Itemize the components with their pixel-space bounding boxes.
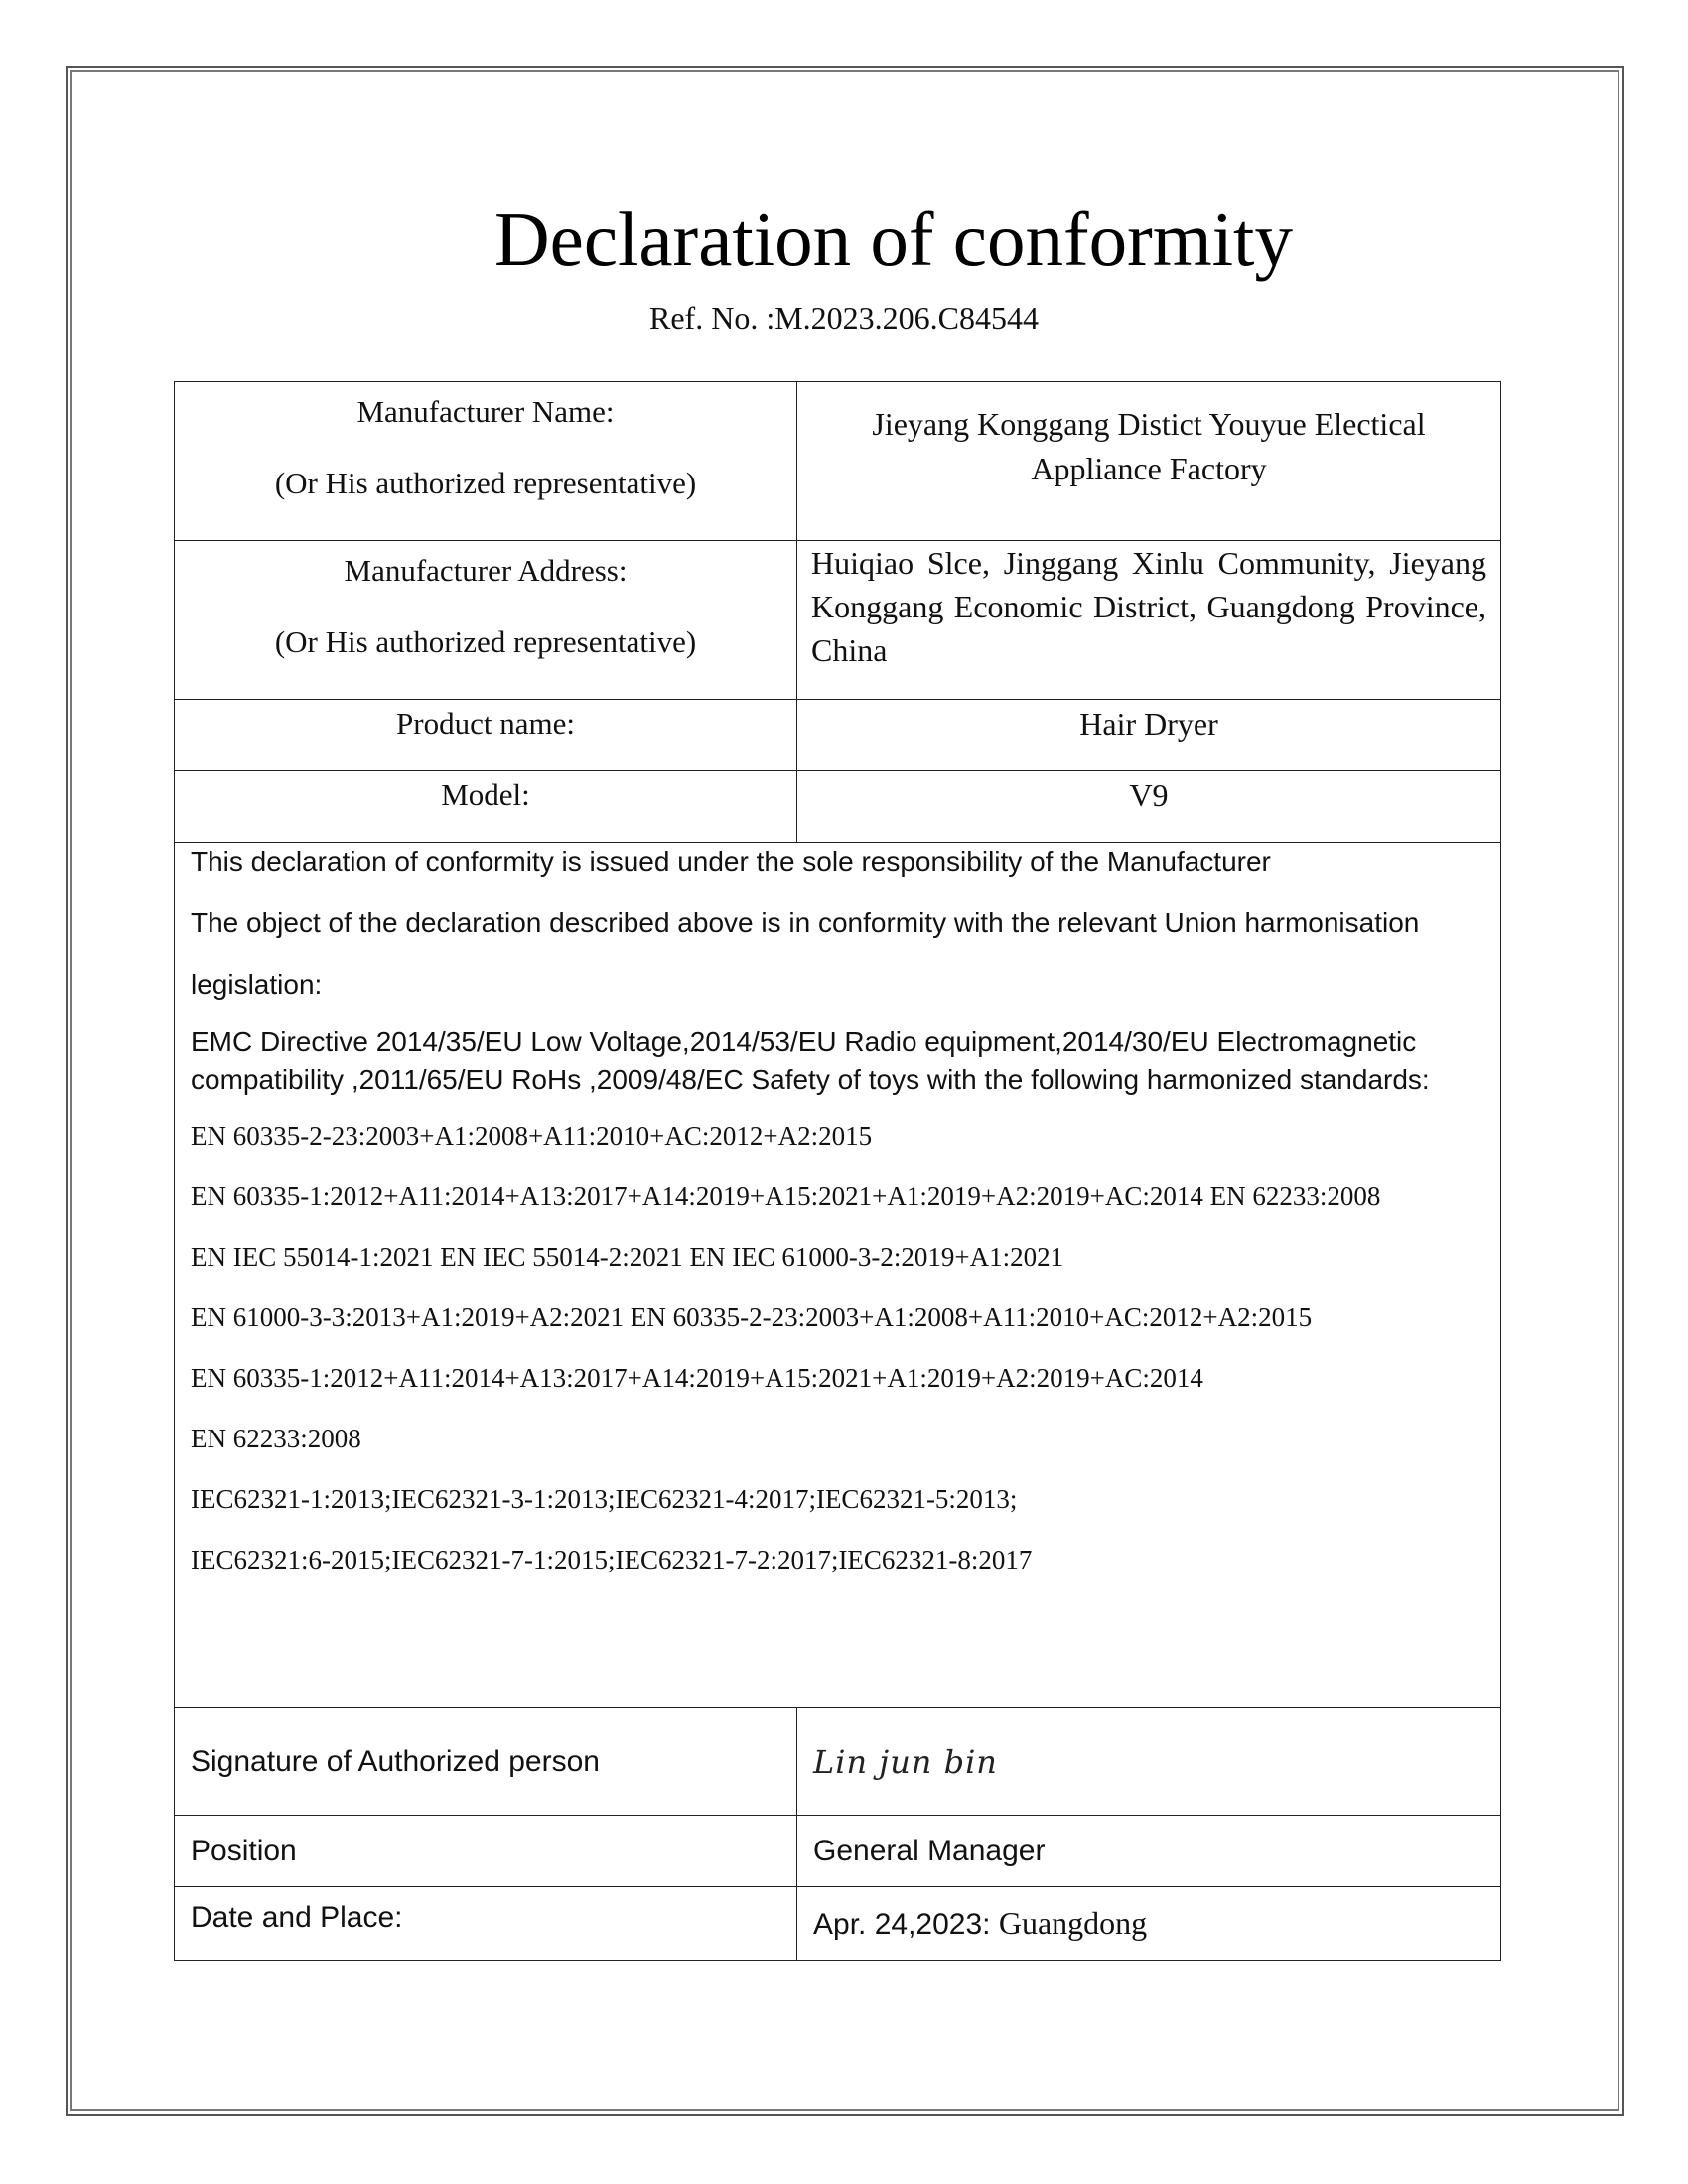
date-place-label: Date and Place: — [175, 1887, 797, 1961]
standard-item: EN 60335-1:2012+A11:2014+A13:2017+A14:2019+A15:2021+A1:2019+A2:2019+AC:2014 EN 62233:2008 — [191, 1181, 1381, 1211]
directives-text: EMC Directive 2014/35/EU Low Voltage,2014/53/EU Radio equipment,2014/30/EU Electromagnetic compatibility ,2011/65/EU RoHs ,2009/48/EC Safety of toys with the following harmonized standards: — [191, 1026, 1430, 1095]
date-place-row — [175, 1887, 1501, 1961]
signature-label: Signature of Authorized person — [175, 1708, 797, 1816]
date-place-value — [797, 1887, 1501, 1961]
date-value: Apr. 24,2023: — [813, 1908, 991, 1941]
declaration-body-row — [175, 843, 1501, 1708]
product-name-label: Product name: — [175, 700, 797, 771]
declaration-line-2: The object of the declaration described above is in conformity with the relevant Union harmonisation — [191, 907, 1420, 938]
model-label: Model: — [175, 771, 797, 843]
standard-item: EN 60335-2-23:2003+A1:2008+A11:2010+AC:2012+A2:2015 — [191, 1121, 873, 1151]
model-value: V9 — [797, 771, 1501, 843]
manufacturer-name-label: Manufacturer Name: — [356, 394, 615, 429]
position-row — [175, 1816, 1501, 1887]
manufacturer-address-sublabel: (Or His authorized representative) — [274, 624, 697, 659]
standard-item: IEC62321:6-2015;IEC62321-7-1:2015;IEC62321-7-2:2017;IEC62321-8:2017 — [191, 1545, 1033, 1574]
standard-item: EN 62233:2008 — [191, 1424, 361, 1453]
model-row — [175, 771, 1501, 843]
manufacturer-address-row — [175, 541, 1501, 700]
product-name-value: Hair Dryer — [797, 700, 1501, 771]
standard-item: EN 60335-1:2012+A11:2014+A13:2017+A14:2019+A15:2021+A1:2019+A2:2019+AC:2014 — [191, 1363, 1203, 1393]
manufacturer-address-value: Huiqiao Slce, Jinggang Xinlu Community, Jieyang Konggang Economic District, Guangdong Province, China — [797, 541, 1501, 700]
manufacturer-address-label: Manufacturer Address: — [344, 553, 628, 588]
manufacturer-name-label-cell — [175, 382, 797, 541]
declaration-line-3: legislation: — [191, 969, 323, 1000]
place-value: Guangdong — [998, 1905, 1148, 1941]
manufacturer-name-value-line2: Appliance Factory — [1031, 451, 1267, 486]
standard-item: EN 61000-3-3:2013+A1:2019+A2:2021 EN 60335-2-23:2003+A1:2008+A11:2010+AC:2012+A2:2015 — [191, 1302, 1313, 1332]
standards-list — [191, 1119, 1484, 1576]
manufacturer-address-label-cell — [175, 541, 797, 700]
manufacturer-name-sublabel: (Or His authorized representative) — [274, 466, 697, 500]
position-label: Position — [175, 1816, 797, 1887]
declaration-table — [174, 381, 1501, 1961]
product-name-row — [175, 700, 1501, 771]
standard-item: EN IEC 55014-1:2021 EN IEC 55014-2:2021 EN IEC 61000-3-2:2019+A1:2021 — [191, 1242, 1064, 1272]
manufacturer-name-value-cell — [797, 382, 1501, 541]
position-value: General Manager — [797, 1816, 1501, 1887]
reference-number: Ref. No. :M.2023.206.C84544 — [649, 300, 1039, 336]
handwritten-signature: Lin jun bin — [813, 1742, 998, 1781]
standard-item: IEC62321-1:2013;IEC62321-3-1:2013;IEC62321-4:2017;IEC62321-5:2013; — [191, 1484, 1018, 1514]
manufacturer-name-value-line1: Jieyang Konggang Distict Youyue Electical — [872, 406, 1426, 442]
declaration-body — [175, 843, 1501, 1708]
document-title: Declaration of conformity — [494, 197, 1293, 282]
manufacturer-name-row — [175, 382, 1501, 541]
signature-row — [175, 1708, 1501, 1816]
declaration-line-1: This declaration of conformity is issued under the sole responsibility of the Manufacturer — [191, 846, 1271, 877]
signature-cell — [797, 1708, 1501, 1816]
